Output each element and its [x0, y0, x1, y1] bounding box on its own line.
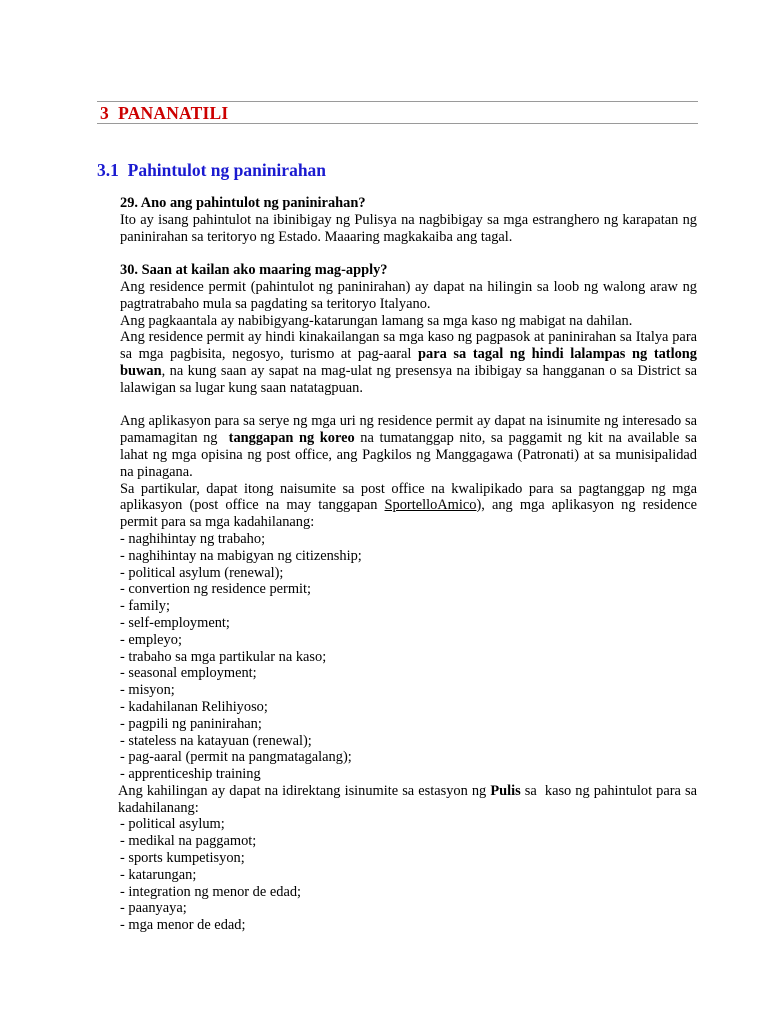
- heading-rule-top: [97, 101, 698, 102]
- paragraph-1: Ang residence permit (pahintulot ng paninirahan) ay dapat na hilingin sa loob ng walong araw ng pagtratrabaho mula sa pagdating sa teritoryo Italyano.: [120, 278, 697, 312]
- post-office-reasons-list: [120, 531, 697, 783]
- paragraph-5-text-b: ), ang mga aplikasyon ng residence permit para sa mga kadahilanang:: [120, 497, 697, 531]
- list-item: - misyon;: [120, 682, 697, 699]
- list-item: - apprenticeship training: [120, 766, 697, 783]
- document-body: [118, 195, 701, 934]
- paragraph-4-text-b: na tumatanggap nito, sa paggamit ng kit na available sa lahat ng mga opisina ng post office, ang Pagkilos ng Manggagawa (Patronati) at sa munisipalidad na pinagana.: [120, 430, 698, 480]
- paragraph-4: [120, 413, 701, 480]
- question-30-title: 30. Saan at kailan ako maaring mag-apply?: [120, 262, 388, 279]
- sportello-amico-link[interactable]: SportelloAmico: [384, 497, 477, 514]
- paragraph-6-bold: Pulis: [490, 782, 521, 799]
- paragraph-5-text-a: Sa partikular, dapat itong naisumite sa post office na kwalipikado para sa pagtanggap ng mga aplikasyon (post office na may tanggapan: [120, 480, 697, 514]
- paragraph-6: [118, 782, 701, 817]
- list-item: - naghihintay na mabigyan ng citizenship;: [120, 548, 697, 565]
- paragraph-4-text-a: Ang aplikasyon para sa serye ng mga uri ng residence permit ay dapat na isinumite ng interesado sa pamamagitan ng: [120, 413, 701, 447]
- list-item: - self-employment;: [120, 615, 697, 632]
- list-item: - seasonal employment;: [120, 665, 697, 682]
- paragraph-3-text-a: Ang residence permit ay hindi kinakailangan sa mga kaso ng pagpasok at paninirahan sa Italya para sa mga pagbisita, negosyo, turismo at pag-aaral: [120, 329, 697, 363]
- paragraph-5: [120, 481, 697, 531]
- list-item: - political asylum;: [120, 816, 697, 833]
- police-reasons-list: [120, 816, 697, 934]
- list-item: - sports kumpetisyon;: [120, 850, 697, 867]
- list-item: - convertion ng residence permit;: [120, 581, 697, 598]
- list-item: - katarungan;: [120, 867, 697, 884]
- list-item: - pagpili ng paninirahan;: [120, 716, 697, 733]
- list-item: - naghihintay ng trabaho;: [120, 531, 697, 548]
- list-item: - family;: [120, 598, 697, 615]
- list-item: - empleyo;: [120, 632, 697, 649]
- list-item: - mga menor de edad;: [120, 917, 697, 934]
- list-item: - political asylum (renewal);: [120, 565, 697, 582]
- paragraph-3-bold: para sa tagal ng hindi lalampas ng tatlong buwan: [120, 346, 697, 379]
- paragraph-4-bold: tanggapan ng koreo: [228, 430, 355, 447]
- question-29-answer: Ito ay isang pahintulot na ibinibigay ng Pulisya na nagbibigay sa mga estranghero ng karapatan ng paninirahan sa teritoryo ng Estado. Maaaring magkakaiba ang tagal.: [120, 211, 697, 245]
- list-item: - paanyaya;: [120, 900, 697, 917]
- subsection-heading: 3.1 Pahintulot ng paninirahan: [97, 160, 327, 180]
- list-item: - stateless na katayuan (renewal);: [120, 733, 697, 750]
- paragraph-2: Ang pagkaantala ay nabibigyang-katarungan lamang sa mga kaso ng mabigat na dahilan.: [120, 312, 633, 329]
- section-heading: 3 PANANATILI: [100, 103, 229, 123]
- list-item: - integration ng menor de edad;: [120, 884, 697, 901]
- paragraph-3-text-b: , na kung saan ay sapat na mag-ulat ng presensya na ibibigay sa hangganan o sa District sa lalawigan sa lugar kung saan natatagpuan.: [120, 362, 697, 396]
- list-item: - trabaho sa mga partikular na kaso;: [120, 649, 697, 666]
- paragraph-6-text-a: Ang kahilingan ay dapat na idirektang isinumite sa estasyon ng: [118, 782, 491, 799]
- list-item: - medikal na paggamot;: [120, 833, 697, 850]
- question-29-title: 29. Ano ang pahintulot ng paninirahan?: [120, 195, 366, 211]
- paragraph-3: [120, 329, 697, 396]
- list-item: - pag-aaral (permit na pangmatagalang);: [120, 749, 697, 766]
- paragraph-6-text-b: sa kaso ng pahintulot para sa kadahilanang:: [118, 782, 701, 816]
- list-item: - kadahilanan Relihiyoso;: [120, 699, 697, 716]
- heading-rule-bottom: [97, 123, 698, 124]
